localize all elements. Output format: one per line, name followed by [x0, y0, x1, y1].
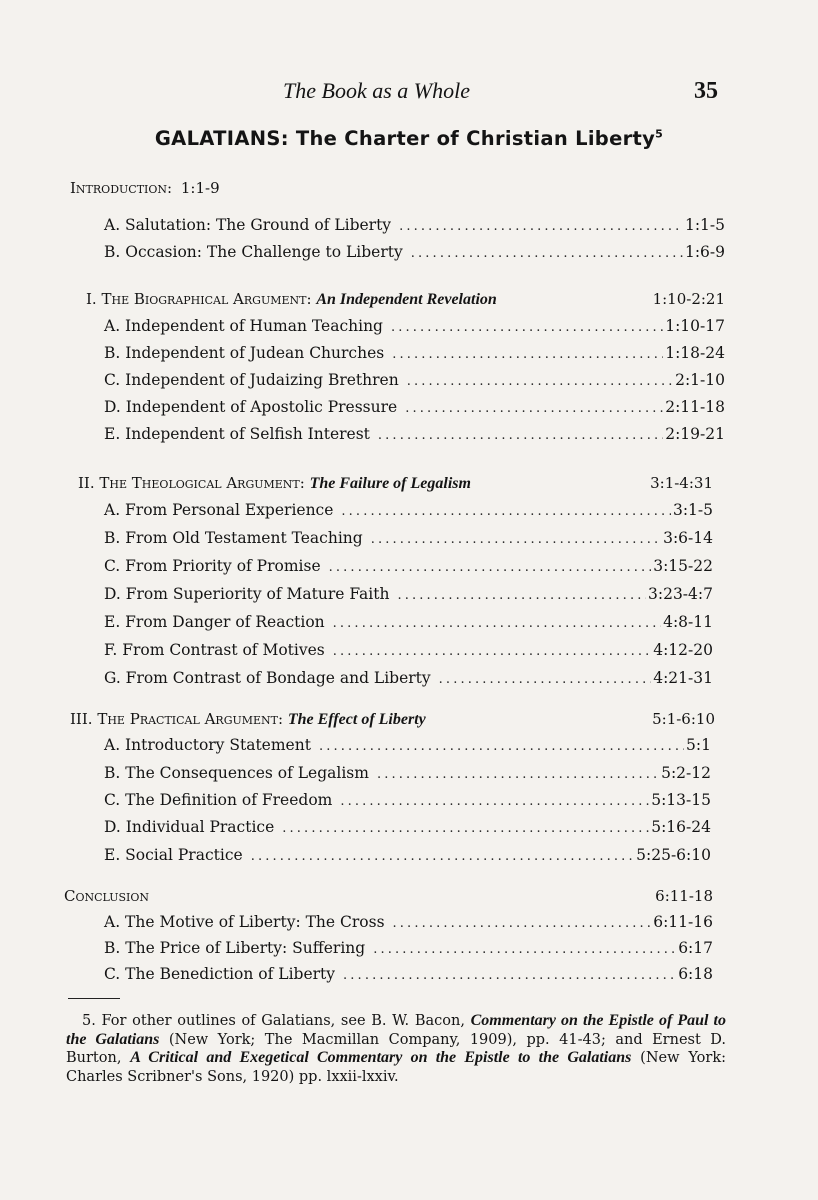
outline-item: B. The Price of Liberty: Suffering . . . 6:17 [104, 939, 713, 961]
outline-item: D. Independent of Apostolic Pressure . . . 2:11-18 [104, 398, 725, 420]
outline-item: C. From Priority of Promise . . . 3:15-22 [104, 557, 713, 579]
outline-item: C. The Definition of Freedom . . . 5:13-15 [104, 791, 711, 813]
outline-item: B. From Old Testament Teaching . . . 3:6-14 [104, 529, 713, 551]
section-ref: 1:10-2:21 [652, 290, 725, 308]
outline-item: A. The Motive of Liberty: The Cross . . . 6:11-16 [104, 913, 713, 935]
outline-item: B. Occasion: The Challenge to Liberty . . . 1:6-9 [104, 243, 725, 265]
footnote: 5. For other outlines of Galatians, see B. W. Bacon, Commentary on the Epistle of Paul to the Galatians (New York; The Macmillan Company, 1909), pp. 41-43; and Ernest D. Burton, A Critical and Exegetical Commentary on the Epistle to the Galatians (New York: Charles Scribner's Sons, 1920) pp. lxxii-lxxiv. [66, 1012, 726, 1085]
outline-item: E. Independent of Selfish Interest . . . 2:19-21 [104, 425, 725, 447]
outline-item: A. Independent of Human Teaching . . . 1:10-17 [104, 317, 725, 339]
section-heading: II. The Theological Argument: The Failure of Legalism 3:1-4:31 [78, 474, 713, 492]
outline-item: E. Social Practice . . . 5:25-6:10 [104, 846, 711, 868]
chapter-title-text: GALATIANS: The Charter of Christian Liberty [154, 127, 656, 150]
running-head [0, 78, 818, 108]
outline-item: C. The Benediction of Liberty . . . 6:18 [104, 965, 713, 987]
introduction-heading: Introduction: 1:1-9 [70, 179, 220, 197]
introduction-ref: 1:1-9 [180, 179, 220, 197]
conclusion-ref: 6:11-18 [655, 887, 713, 905]
outline-item: B. Independent of Judean Churches . . . 1:18-24 [104, 344, 725, 366]
section-heading: I. The Biographical Argument: An Independent Revelation 1:10-2:21 [86, 290, 725, 308]
section-ref: 5:1-6:10 [652, 710, 715, 728]
outline-item: D. Individual Practice . . . 5:16-24 [104, 818, 711, 840]
outline-item: G. From Contrast of Bondage and Liberty . . . 4:21-31 [104, 669, 713, 691]
outline-item: A. Introductory Statement . . . 5:1 [104, 736, 711, 758]
running-title: The Book as a Whole [283, 78, 470, 103]
conclusion-heading: Conclusion 6:11-18 [64, 887, 713, 905]
outline-item: A. Salutation: The Ground of Liberty . . . 1:1-5 [104, 216, 725, 238]
outline-item: B. The Consequences of Legalism . . . 5:2-12 [104, 764, 711, 786]
outline-item: E. From Danger of Reaction . . . 4:8-11 [104, 613, 713, 635]
section-heading: III. The Practical Argument: The Effect of Liberty 5:1-6:10 [70, 710, 715, 728]
page-number: 35 [694, 78, 718, 104]
footnote-marker: 5 [655, 127, 664, 141]
outline-item: F. From Contrast of Motives . . . 4:12-20 [104, 641, 713, 663]
chapter-title [0, 127, 818, 150]
footnote-rule [68, 998, 120, 999]
outline-item: C. Independent of Judaizing Brethren . . . 2:1-10 [104, 371, 725, 393]
outline-item: D. From Superiority of Mature Faith . . . 3:23-4:7 [104, 585, 713, 607]
outline-item: A. From Personal Experience . . . 3:1-5 [104, 501, 713, 523]
section-ref: 3:1-4:31 [650, 474, 713, 492]
